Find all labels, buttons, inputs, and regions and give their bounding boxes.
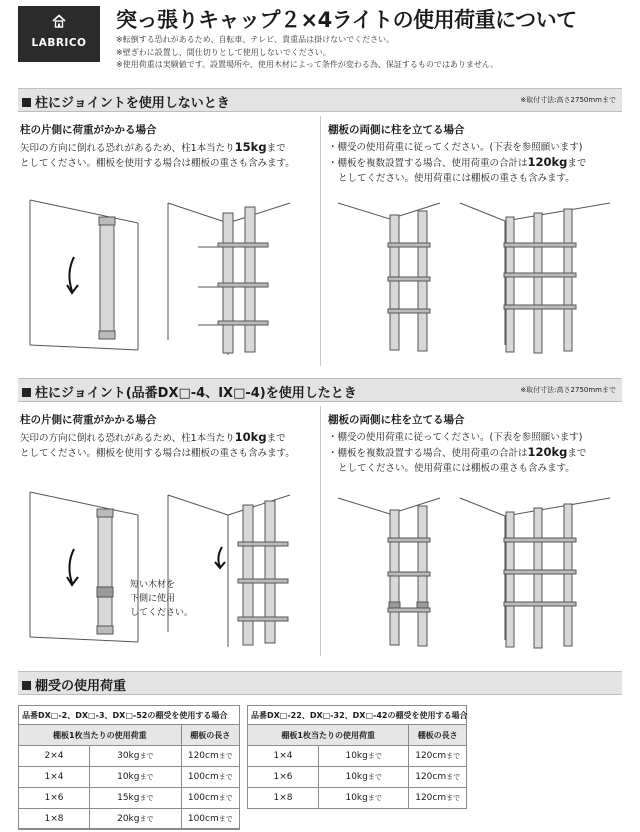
brand-logo bbox=[18, 6, 100, 62]
load-table-2 bbox=[247, 724, 467, 809]
column-divider bbox=[320, 116, 321, 366]
section-title: 棚受の使用荷重 bbox=[35, 679, 127, 694]
load-value: 120kg bbox=[527, 445, 568, 459]
table-header: 棚板1枚当たりの使用荷重 bbox=[19, 725, 182, 746]
table-row: 2×4 30kgまで 120cmまで bbox=[19, 746, 240, 767]
callout-text: 短い木材を 下側に使用 してください。 bbox=[130, 580, 194, 618]
section-bar bbox=[18, 671, 622, 695]
load-table-1 bbox=[18, 724, 240, 830]
tilt-arrow-icon bbox=[69, 549, 74, 583]
house-icon bbox=[51, 14, 67, 28]
table-header: 棚板の長さ bbox=[409, 725, 467, 746]
description: 矢印の方向に倒れる恐れがあるため、柱1本当たり15kgまで としてください。棚板を使用する場合は棚板の重さも含みます。 bbox=[20, 140, 295, 169]
page-title: 突っ張りキャップ２×4ライトの使用荷重について bbox=[116, 8, 577, 32]
section-bar bbox=[18, 88, 622, 112]
table-row: 1×4 10kgまで 120cmまで bbox=[248, 746, 467, 767]
table-header: 棚板1枚当たりの使用荷重 bbox=[248, 725, 409, 746]
illustration-joint-single-post bbox=[18, 487, 318, 662]
load-value: 15kg bbox=[234, 140, 267, 154]
table-title: 品番DX□-22、DX□-32、DX□-42の棚受を使用する場合 bbox=[251, 711, 468, 720]
subsection-heading: 柱の片側に荷重がかかる場合 bbox=[20, 124, 157, 136]
table-row: 1×4 10kgまで 100cmまで bbox=[19, 767, 240, 788]
section-bar bbox=[18, 378, 622, 402]
description: 矢印の方向に倒れる恐れがあるため、柱1本当たり10kgまで としてください。棚板を使用する場合は棚板の重さも含みます。 bbox=[20, 430, 295, 459]
table-title: 品番DX□-2、DX□-3、DX□-52の棚受を使用する場合 bbox=[22, 711, 228, 720]
subsection-heading: 棚板の両側に柱を立てる場合 bbox=[328, 414, 465, 426]
column-divider bbox=[320, 406, 321, 656]
description: ・棚受の使用荷重に従ってください。(下表を参照願います) ・棚板を複数設置する場合、使用荷重の合計は120kgまで としてください。使用荷重には棚板の重さも含みます。 bbox=[328, 432, 587, 474]
tilt-arrow-icon bbox=[218, 547, 222, 567]
mount-note: ※取付寸法:高さ2750mmまで bbox=[520, 386, 616, 394]
header-notes bbox=[116, 34, 498, 72]
table-row: 1×8 10kgまで 120cmまで bbox=[248, 788, 467, 809]
subsection-heading: 棚板の両側に柱を立てる場合 bbox=[328, 124, 465, 136]
table-row: 1×8 20kgまで 100cmまで bbox=[19, 809, 240, 830]
square-bullet-icon bbox=[22, 388, 31, 397]
mount-note: ※取付寸法:高さ2750mmまで bbox=[520, 96, 616, 104]
brand-name: LABRICO bbox=[31, 37, 87, 49]
note-line: ※使用荷重は実験値です。設置場所や、使用木材によって条件が変わる為、保証するものではありません。 bbox=[116, 60, 499, 69]
note-line: ※壁ぎわに設置し、間仕切りとして使用しないでください。 bbox=[116, 47, 331, 57]
illustration-double-post bbox=[330, 195, 625, 370]
square-bullet-icon bbox=[22, 98, 31, 107]
load-value: 10kg bbox=[234, 430, 267, 444]
description: ・棚受の使用荷重に従ってください。(下表を参照願います) ・棚板を複数設置する場合、使用荷重の合計は120kgまで としてください。使用荷重には棚板の重さも含みます。 bbox=[328, 142, 587, 184]
illustration-joint-double-post bbox=[330, 490, 625, 660]
section-title: 柱にジョイントを使用しないとき bbox=[35, 96, 230, 111]
tilt-arrow-icon bbox=[69, 257, 74, 291]
section-title: 柱にジョイント(品番DX□-4、IX□-4)を使用したとき bbox=[35, 386, 357, 401]
subsection-heading: 柱の片側に荷重がかかる場合 bbox=[20, 414, 157, 426]
illustration-single-post bbox=[18, 195, 318, 370]
table-row: 1×6 15kgまで 100cmまで bbox=[19, 788, 240, 809]
table-header: 棚板の長さ bbox=[181, 725, 239, 746]
joint-part bbox=[97, 587, 113, 597]
note-line: ※転倒する恐れがあるため、自転車、テレビ、貴重品は掛けないでください。 bbox=[116, 35, 395, 44]
square-bullet-icon bbox=[22, 681, 31, 690]
table-row: 1×6 10kgまで 120cmまで bbox=[248, 767, 467, 788]
load-value: 120kg bbox=[527, 155, 568, 169]
